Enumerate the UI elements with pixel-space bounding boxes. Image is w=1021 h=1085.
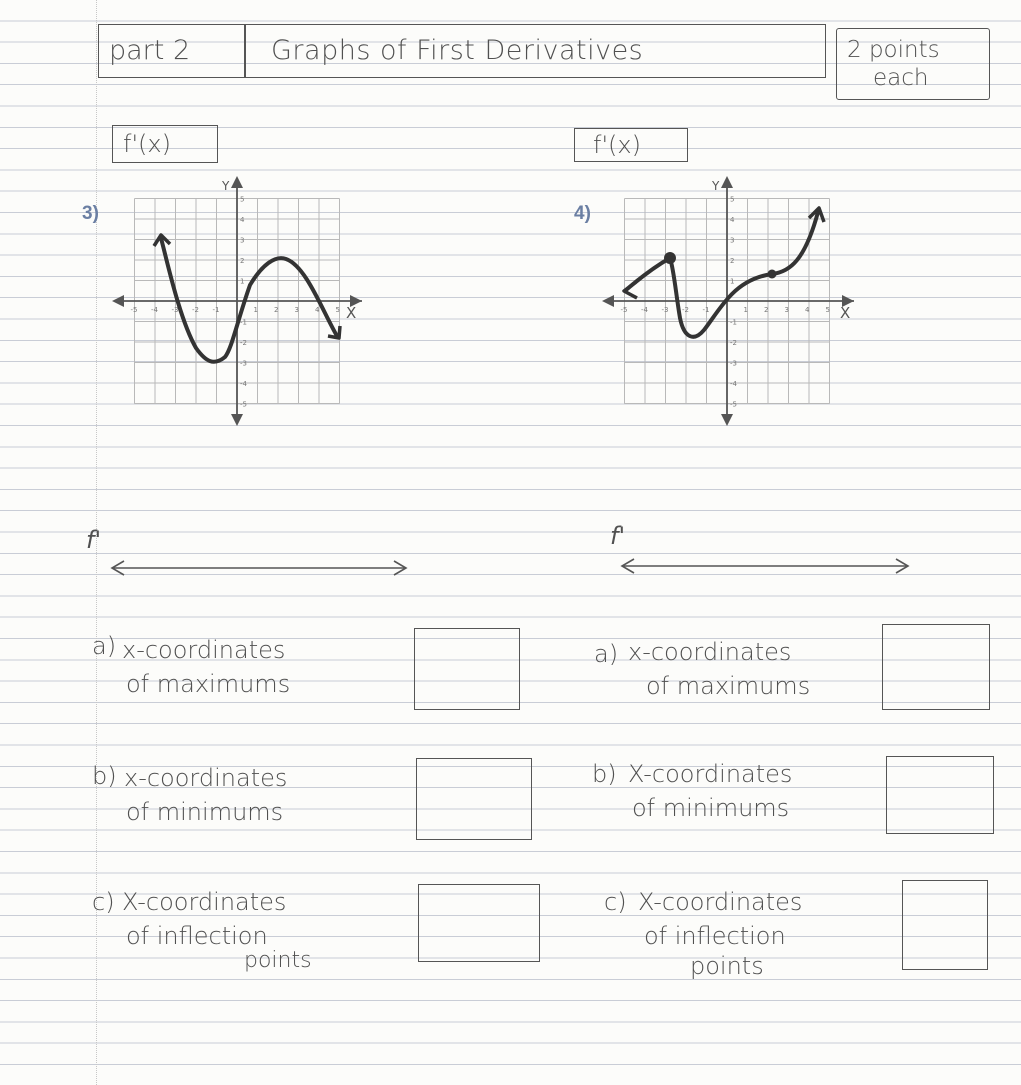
y-axis-arrow-down-4: [721, 414, 733, 426]
y-tick-label-4: 4: [730, 216, 735, 224]
curve-arrow-left-4: [624, 282, 637, 298]
part-label: part 2: [109, 35, 191, 66]
x-tick-label-4: -3: [661, 306, 669, 314]
y-tick-label-4: -2: [730, 339, 737, 347]
answer-box-4c[interactable]: [902, 880, 988, 970]
derivative-curve-4: [626, 212, 818, 337]
x-tick-label-4: -4: [641, 306, 648, 314]
x-axis-arrow-left-3: [112, 295, 124, 307]
x-tick-label-3: -3: [171, 306, 179, 314]
q3b-line2: of minimums: [126, 798, 284, 826]
y-tick-label-3: -1: [240, 318, 247, 327]
sign-line-3: [106, 556, 416, 580]
problem-number-3: 3): [82, 203, 99, 224]
x-axis-label-3: X: [346, 304, 357, 322]
y-axis-label-3: Y: [222, 179, 230, 193]
q4b-line1: X-coordinates: [628, 760, 793, 788]
title-box: [244, 24, 826, 78]
y-tick-label-4: 2: [730, 257, 735, 265]
x-tick-labels-4: [621, 306, 830, 314]
x-tick-label-4: -5: [620, 306, 628, 314]
y-tick-label-4: 1: [730, 277, 735, 286]
y-axis-arrow-up-3: [231, 176, 243, 188]
q4c-line1: X-coordinates: [638, 888, 803, 916]
x-tick-label-4: 1: [743, 306, 748, 314]
y-axis-label-4: Y: [712, 179, 720, 193]
answer-box-4a[interactable]: [882, 624, 990, 710]
y-tick-label-4: -5: [730, 400, 737, 409]
points-box: [836, 28, 990, 100]
x-tick-label-3: -2: [192, 306, 199, 314]
q3b-letter: b): [92, 762, 117, 790]
y-tick-label-3: 1: [240, 277, 245, 286]
x-tick-label-3: 3: [294, 306, 299, 314]
x-tick-label-4: 2: [764, 306, 769, 314]
graph-problem-3: [110, 170, 370, 432]
sign-line-4: [616, 554, 916, 578]
q4b-line2: of minimums: [632, 794, 790, 822]
x-tick-label-3: 4: [315, 306, 320, 314]
y-tick-labels-4: [730, 196, 738, 409]
y-tick-label-4: -3: [730, 359, 737, 368]
q4a-line1: x-coordinates: [628, 638, 792, 666]
sign-line-label-4: f': [610, 522, 626, 550]
x-tick-label-4: 5: [825, 306, 830, 314]
part-box: [98, 24, 246, 78]
x-tick-label-3: -1: [212, 306, 220, 314]
x-tick-label-3: -4: [151, 306, 158, 314]
y-tick-label-4: -1: [730, 318, 737, 327]
y-tick-label-3: 5: [240, 195, 245, 204]
y-tick-label-3: -4: [240, 380, 247, 388]
y-axis-arrow-up-4: [721, 176, 733, 188]
x-tick-label-4: 3: [784, 306, 789, 314]
y-tick-label-4: -4: [730, 380, 737, 388]
func-label-box-4: [574, 128, 688, 162]
x-tick-label-4: -2: [682, 306, 689, 314]
graph-problem-4: [600, 170, 862, 432]
curve-point-corner-4: [664, 252, 676, 264]
q4b-letter: b): [592, 760, 617, 788]
q4a-line2: of maximums: [646, 672, 811, 700]
q4a-letter: a): [594, 640, 619, 668]
q3c-letter: c): [92, 888, 115, 916]
answer-box-4b[interactable]: [886, 756, 994, 834]
y-tick-label-3: -5: [240, 400, 247, 409]
q3a-line2: of maximums: [126, 670, 291, 698]
y-tick-label-3: -2: [240, 339, 247, 347]
q3a-line1: x-coordinates: [122, 636, 286, 664]
points-line-1: 2 points: [847, 37, 940, 63]
q3c-line2: of inflection: [126, 922, 268, 950]
curve-point-right-4: [768, 270, 777, 279]
points-line-2: each: [873, 65, 929, 91]
x-axis-label-4: X: [840, 304, 851, 322]
q3c-line3: points: [244, 948, 312, 973]
x-tick-label-4: -1: [702, 306, 710, 314]
answer-box-3b[interactable]: [416, 758, 532, 840]
derivative-curve-3: [161, 238, 337, 362]
x-tick-label-3: 5: [335, 306, 340, 314]
q4c-letter: c): [604, 888, 627, 916]
y-tick-label-3: 3: [240, 236, 245, 245]
q3b-line1: x-coordinates: [124, 764, 288, 792]
x-tick-label-3: -5: [130, 306, 138, 314]
sign-line-label-3: f': [86, 526, 102, 554]
q3c-line1: X-coordinates: [122, 888, 287, 916]
problem-number-4: 4): [574, 203, 591, 224]
answer-box-3a[interactable]: [414, 628, 520, 710]
page-title: Graphs of First Derivatives: [271, 35, 644, 66]
q3a-letter: a): [92, 632, 117, 660]
q4c-line2: of inflection: [644, 922, 786, 950]
x-tick-label-3: 1: [253, 306, 258, 314]
y-tick-label-3: -3: [240, 359, 247, 368]
func-label-3: f'(x): [123, 130, 171, 158]
y-tick-label-3: 2: [240, 257, 245, 265]
func-label-4: f'(x): [593, 131, 641, 159]
func-label-box-3: [112, 125, 218, 163]
y-tick-label-4: 5: [730, 195, 735, 204]
y-tick-label-4: 3: [730, 236, 735, 245]
y-tick-label-3: 4: [240, 216, 245, 224]
x-tick-label-4: 4: [805, 306, 810, 314]
x-tick-labels-3: [131, 306, 340, 314]
q4c-line3: points: [690, 952, 764, 980]
x-tick-label-3: 2: [274, 306, 279, 314]
y-axis-arrow-down-3: [231, 414, 243, 426]
x-axis-arrow-left-4: [602, 295, 614, 307]
answer-box-3c[interactable]: [418, 884, 540, 962]
